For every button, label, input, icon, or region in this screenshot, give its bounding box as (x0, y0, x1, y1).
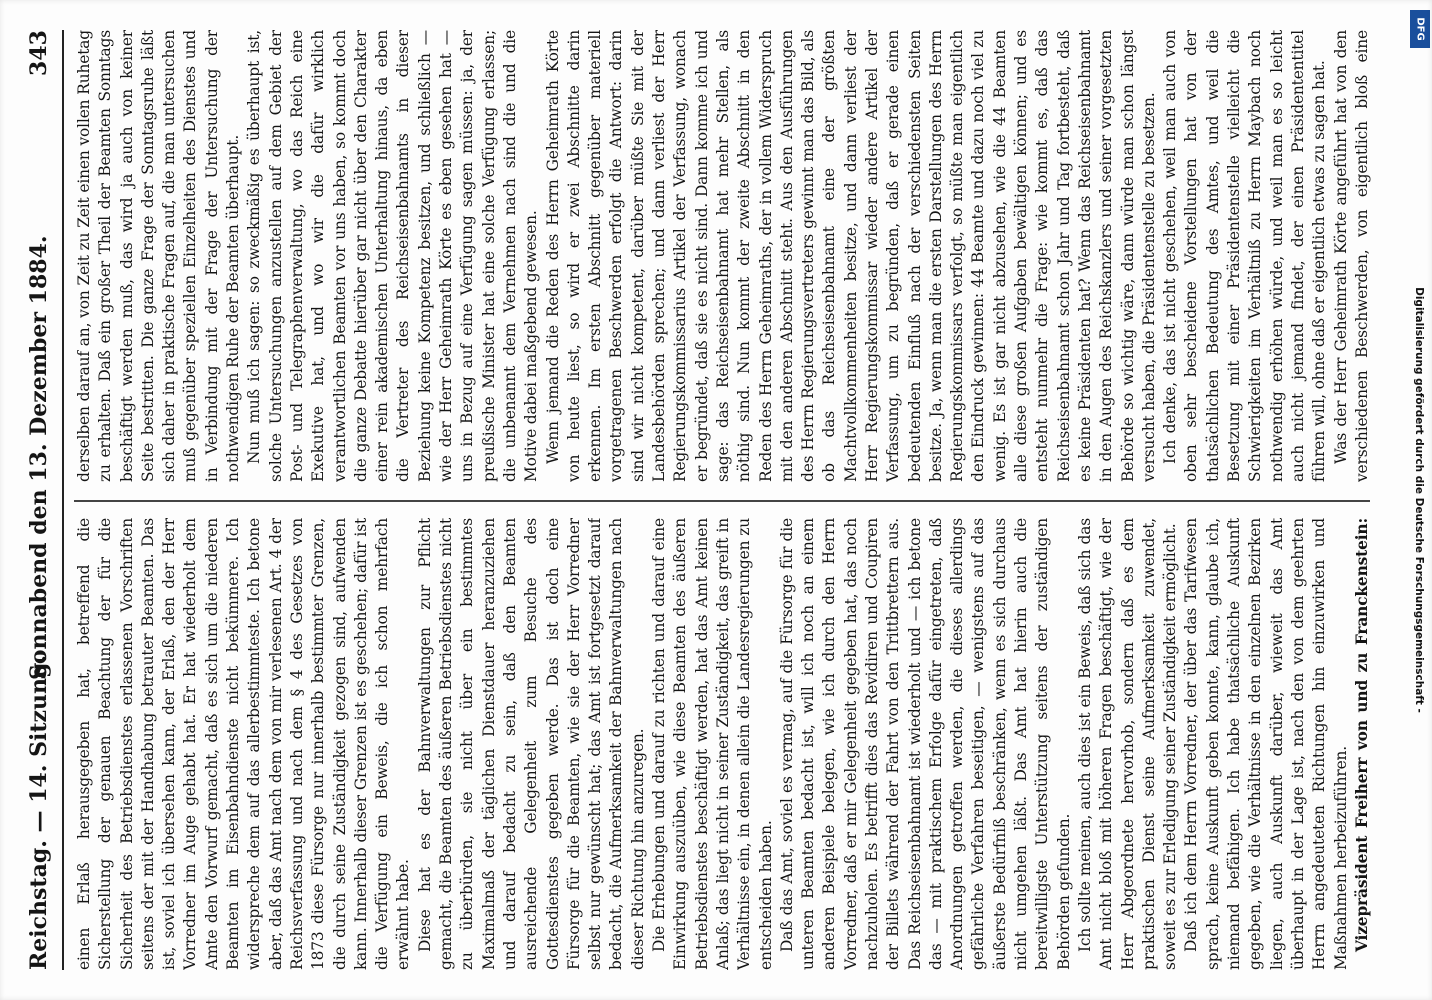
dfg-logo (1410, 10, 1430, 48)
paragraph: Ich sollte meinen, auch dies ist ein Beweis, daß sich das Amt nicht bloß mit höheren Fragen beschäftigt, wie der Herr Abgeordnete hervorhob, sondern daß es dem praktischen Dienst seine Aufmerksamkeit zuwendet, soweit es zur Erledigung seiner Zuständigkeit ermöglicht. (1075, 518, 1180, 970)
paragraph: Nun muß ich sagen: so zweckmäßig es überhaupt ist, solche Untersuchungen anzustellen auf dem Gebiet der Post- und Telegraphenverwaltung, wo das Reich eine Exekutive hat, und wo wir die dafür wirklich verantwortlichen Beamten vor uns haben, so kommt doch die ganze Debatte hierüber gar nicht über den Charakter einer rein akademischen Unterhaltung hinaus, da eben die Vertreter des Reichseisenbahnamts in dieser Beziehung keine Kompetenz besitzen, und schließlich — wie der Herr Geheimrath Körte es eben gesehen hat — uns in Bezug auf eine Verfügung sagen müssen: ja, der preußische Minister hat eine solche Verfügung erlassen; die unbenannt dem Vernehmen nach sind die und die Motive dabei maßgebend gewesen. (245, 30, 541, 482)
paragraph: Daß ich dem Herrn Vorredner, der über das Tarifwesen sprach, keine Auskunft geben konnte, kann, glaube ich, niemand befähigen. Ich habe thatsächliche Auskunft gegeben, wie die Verhältnisse in den einzelnen Bezirken liegen, auch Auskunft darüber, wieweit das Amt überhaupt in der Lage ist, nach den von dem geehrten Herrn angedeuteten Richtungen hin einzuwirken und Maßnahmen herbeizuführen. (1182, 518, 1350, 970)
paragraph: Wenn jemand die Reden des Herrn Geheimrath Körte von heute liest, so wird er zwei Abschnitte darin erkennen. Im ersten Abschnitt gegenüber materiell vorgetragenen Beschwerden erfolgt die Antwort: darin sind wir nicht kompetent, darüber müßte Sie mit der Landesbehörden sprechen; und dann verliest der Herr Regierungskommissarius Artikel der Verfassung, wonach er begründet, daß sie es nicht sind. Dann komme ich und sage: das Reichseisenbahnamt hat mehr Stellen, als nöthig sind. Nun kommt der zweite Abschnitt in den Reden des Herrn Geheimraths, der in vollem Widerspruch mit den anderen Abschnitt steht. Aus den Ausführungen des Herrn Regierungsvertreters gewinnt man das Bild, als ob das Reichseisenbahnamt eine der größten Machtvollkommenheiten besitze, und dann verliest der Herr Regierungskommissar wieder andere Artikel der Verfassung, um zu begründen, daß er gerade einen bedeutenden Einfluß nach der verschiedensten Seiten besitze. Ja, wenn man die ersten Darstellungen des Herrn Regierungskommissars verfolgt, so müßte man eigentlich den Eindruck gewinnen: 44 Beamte und dazu noch viel zu wenig. Es ist gar nicht abzusehen, wie die 44 Beamten alle diese großen Aufgaben bewältigen können; und es entsteht nunmehr die Frage: wie kommt es, daß das Reichseisenbahnamt schon Jahr und Tag fortbesteht, daß es keine Präsidenten hat? Wenn das Reichseisenbahnamt in den Augen des Reichskanzlers und seiner vorgesetzten Behörde so wichtig wäre, dann würde man schon längst versucht haben, die Präsidentenstelle zu besetzen. (543, 30, 1158, 482)
right-column (74, 30, 1374, 482)
paragraph: Die Erhebungen und darauf zu richten und darauf eine Einwirkung auszuüben, wie diese Beamten des äußeren Betriebsdienstes beschäftigt werden, hat das Amt keinen Anlaß; das liegt nicht in seiner Zuständigkeit, das greift in Verhältnisse ein, in denen allein die Landesregierungen zu entscheiden haben. (650, 518, 775, 970)
paragraph: derselben darauf an, von Zeit zu Zeit einen vollen Ruhetag zu erhalten. Daß ein großer Theil der Beamten Sonntags beschäftigt werden muß, das wird ja auch von keiner Seite bestritten. Die ganze Frage der Sonntagsruhe läßt sich daher in praktische Fragen auf, die man untersuchen muß gegenüber speziellen Einzelheiten des Dienstes und in Verbindung mit der Frage der Untersuchung der nothwendigen Ruhe der Beamten überhaupt. (75, 30, 243, 482)
speaker-paragraph (1352, 518, 1374, 970)
column-divider (74, 501, 1370, 503)
paragraph: Was der Herr Geheimrath Körte angeführt hat von den verschiedenen Beschwerden, von eigentlich bloß eine (1331, 30, 1371, 482)
header-date: Sonnabend den 13. Dezember 1884. (26, 235, 52, 680)
paragraph: Daß das Amt, soviel es vermag, auf die Fürsorge für die unteren Beamten bedacht ist, will ich noch an einem anderen Beispiele belegen, wie ich durch den Herrn Vorredner, daß er mir Gelegenheit gegeben hat, das noch nachzuholen. Es betrifft dies das Revidiren und Coupiren der Billets während der Fahrt von den Trittbrettern aus. Das Reichseisenbahnamt ist wiederholt und — ich betone das — mit praktischem Erfolge dafür eingetreten, daß Anordnungen getroffen werden, die dieses allerdings gefährliche Verfahren beseitigen, — wenigstens auf das äußerste Bedürfniß beschränken, wenn es sich durchaus nicht umgehen läßt. Das Amt hat hierin auch die bereitwilligste Unterstützung seitens der zuständigen Behörden gefunden. (777, 518, 1073, 970)
paragraph: Ich denke, das ist nicht geschehen, weil man auch von oben sehr bescheidene Vorstellungen hat von der thatsächlichen Bedeutung des Amtes, und weil die Besetzung mit einer Präsidentenstelle vielleicht die Schwierigkeiten im Verhältniß zu Herrn Maybach noch nothwendig erhöhen würde, und weil man es so leicht auch nicht jemand findet, der einen Präsidententitel führen will, ohne daß er eigentlich etwas zu sagen hat. (1161, 30, 1329, 482)
dfg-logo-text: DFG (1414, 17, 1426, 41)
paragraph: einen Erlaß herausgegeben hat, betreffend die Sicherstellung der genauen Beachtung der für die Sicherheit des Betriebsdienstes erlassenen Vorschriften seitens der mit der Handhabung betrauter Beamten. Das ist, soviel ich übersehen kann, der Erlaß, den der Herr Vorredner im Auge gehabt hat. Er hat wiederholt dem Amte den Vorwurf gemacht, daß es sich um die niederen Beamten im Eisenbahndienste nicht bekümmere. Ich widerspreche dem auf das allerbestimmteste. Ich betone aber, daß das Amt nach dem von mir verlesenen Art. 4 der Reichsverfassung und nach dem § 4 des Gesetzes von 1873 diese Fürsorge nur innerhalb bestimmter Grenzen, die durch seine Zuständigkeit gezogen sind, aufwenden kann. Innerhalb dieser Grenzen ist es geschehen; dafür ist die Verfügung ein Beweis, die ich schon mehrfach erwähnt habe. (75, 518, 413, 970)
page-header (18, 30, 68, 970)
page-number: 343 (26, 30, 52, 76)
digitization-credit: Digitalisierung gefördert durch die Deutsche Forschungsgemeinschaft - (1413, 287, 1425, 713)
left-column (74, 518, 1374, 970)
speaker-name: Vizepräsident Freiherr von und zu Franckenstein: (1352, 518, 1371, 952)
header-rule (62, 30, 64, 970)
paragraph: Diese hat es der Bahnverwaltungen zur Pflicht gemacht, die Beamten des äußeren Betriebsdienstes nicht zu überbürden, sie nicht über ein bestimmtes Maximalmaß der täglichen Dienstdauer heranzuziehen und darauf bedacht zu sein, daß den Beamten ausreichende Gelegenheit zum Besuche des Gottesdienstes gegeben werde. Das ist doch eine Fürsorge für die Beamten, wie sie der Herr Vorredner selbst nur gewünscht hat; das Amt ist fortgesetzt darauf bedacht, die Aufmerksamkeit der Bahnverwaltungen nach dieser Richtung hin anzuregen. (415, 518, 647, 970)
header-left: Reichstag. — 14. Sitzung. (26, 654, 52, 970)
